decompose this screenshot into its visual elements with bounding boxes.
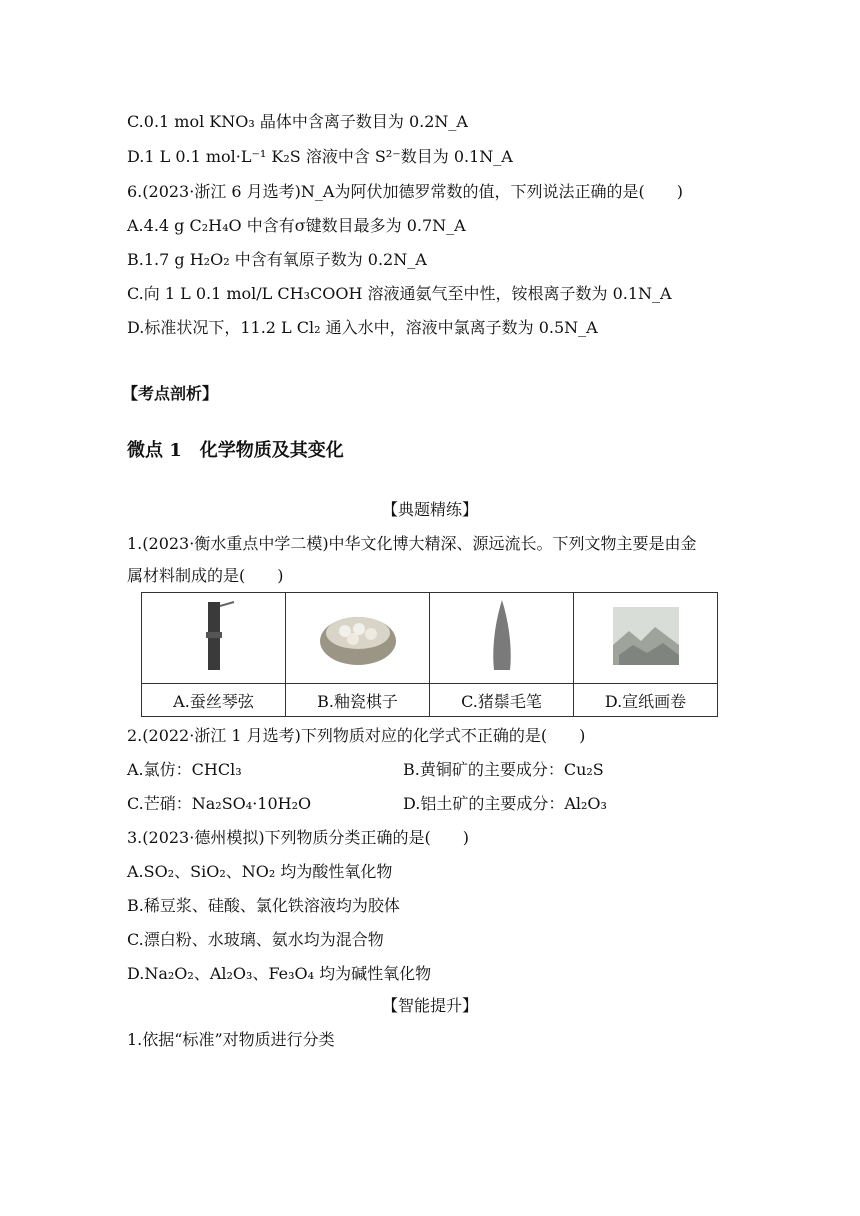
- image-cell-c: [430, 593, 574, 684]
- subsection-title-1: 【典题精练】: [381, 500, 478, 519]
- option-c-q3: C.漂白粉、水玻璃、氨水均为混合物: [127, 930, 384, 949]
- option-d-q2: D.铝土矿的主要成分：Al₂O₃: [403, 794, 607, 813]
- option-c-q5: C.0.1 mol KNO₃ 晶体中含离子数目为 0.2N_A: [127, 112, 468, 131]
- caption-d: D.宣纸画卷: [574, 684, 718, 717]
- option-b-q2: B.黄铜矿的主要成分：Cu₂S: [403, 760, 604, 779]
- image-cell-a: [142, 593, 286, 684]
- classification-line: 1.依据“标准”对物质进行分类: [127, 1030, 335, 1049]
- option-a-q6: A.4.4 g C₂H₄O 中含有σ键数目最多为 0.7N_A: [127, 216, 466, 235]
- brush-image: [482, 596, 522, 676]
- option-b-q3: B.稀豆浆、硅酸、氯化铁溶液均为胶体: [127, 896, 400, 915]
- porcelain-pieces-image: [313, 601, 403, 671]
- painting-scroll-image: [611, 605, 681, 667]
- option-a-q3: A.SO₂、SiO₂、NO₂ 均为酸性氧化物: [127, 862, 393, 881]
- caption-c: C.猪鬃毛笔: [430, 684, 574, 717]
- silk-string-image: [184, 596, 244, 676]
- question-2: 2.(2022·浙江 1 月选考)下列物质对应的化学式不正确的是( ): [127, 726, 586, 745]
- question-1-line-1: 1.(2023·衡水重点中学二模)中华文化博大精深、源远流长。下列文物主要是由金: [127, 534, 697, 553]
- section-title: 【考点剖析】: [122, 384, 219, 403]
- question-1-line-2: 属材料制成的是( ): [127, 566, 284, 585]
- option-b-q6: B.1.7 g H₂O₂ 中含有氧原子数为 0.2N_A: [127, 250, 427, 269]
- micro-point-heading: 微点 1 化学物质及其变化: [127, 440, 344, 461]
- option-d-q3: D.Na₂O₂、Al₂O₃、Fe₃O₄ 均为碱性氧化物: [127, 964, 432, 983]
- caption-b: B.釉瓷棋子: [286, 684, 430, 717]
- image-cell-d: [574, 593, 718, 684]
- question-6: 6.(2023·浙江 6 月选考)N_A为阿伏加德罗常数的值，下列说法正确的是( ): [127, 182, 683, 201]
- caption-a: A.蚕丝琴弦: [142, 684, 286, 717]
- option-d-q5: D.1 L 0.1 mol·L⁻¹ K₂S 溶液中含 S²⁻数目为 0.1N_A: [127, 147, 513, 166]
- option-d-q6: D.标准状况下，11.2 L Cl₂ 通入水中，溶液中氯离子数为 0.5N_A: [127, 318, 598, 337]
- subsection-title-2: 【智能提升】: [381, 996, 478, 1015]
- image-cell-b: [286, 593, 430, 684]
- artifact-table: [141, 592, 718, 717]
- option-a-q2: A.氯仿：CHCl₃: [127, 760, 242, 779]
- option-c-q2: C.芒硝：Na₂SO₄·10H₂O: [127, 794, 312, 813]
- option-c-q6: C.向 1 L 0.1 mol/L CH₃COOH 溶液通氨气至中性，铵根离子数为 0.1N_A: [127, 284, 672, 303]
- question-3: 3.(2023·德州模拟)下列物质分类正确的是( ): [127, 828, 470, 847]
